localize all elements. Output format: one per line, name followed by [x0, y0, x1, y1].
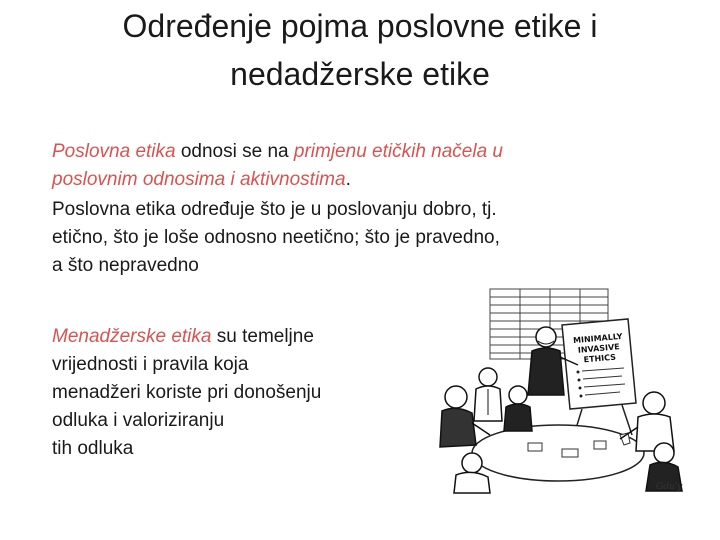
managerial-rest: su temeljne — [211, 326, 314, 347]
managerial-ethics-definition — [52, 323, 321, 463]
managerial-line-2: vrijednosti i pravila koja — [52, 354, 249, 375]
explanation-line-2: etično, što je loše odnosno neetično; što je pravedno, — [52, 227, 500, 248]
conference-table — [472, 425, 644, 481]
managerial-line-5: tih odluka — [52, 438, 134, 459]
board-line-1: MINIMALLY — [572, 331, 623, 346]
title-line-2: nedadžerske etike — [230, 56, 490, 92]
managerial-line-1 — [52, 323, 321, 351]
business-ethics-definition — [52, 138, 503, 194]
definition-line-1 — [52, 138, 503, 166]
meeting-cartoon — [432, 285, 692, 495]
meeting-cartoon-drawing — [432, 285, 692, 495]
definition-phrase-a: primjenu etičkih načela u — [293, 141, 504, 162]
cartoon-signature: Gdu'y — [656, 482, 683, 492]
definition-phrase-b: poslovnim odnosima i aktivnostima — [52, 169, 346, 190]
definition-connector: odnosi se na — [175, 141, 294, 162]
board-line-2: INVASIVE — [577, 342, 621, 355]
slide-title — [40, 2, 680, 98]
title-line-1: Određenje pojma poslovne etike i — [122, 8, 598, 44]
board-line-3: ETHICS — [583, 352, 617, 365]
definition-line-2 — [52, 166, 503, 194]
business-ethics-explanation — [52, 196, 500, 280]
explanation-line-1: Poslovna etika određuje što je u poslovanju dobro, tj. — [52, 199, 497, 220]
explanation-line-3: a što nepravedno — [52, 255, 199, 276]
term-managerial-ethics: Menadžerske etika — [52, 326, 212, 347]
managerial-line-4: odluka i valoriziranju — [52, 410, 225, 431]
easel-board — [562, 319, 636, 435]
managerial-line-3: menadžeri koriste pri donošenju — [52, 382, 322, 403]
definition-end: . — [345, 169, 351, 190]
term-business-ethics: Poslovna etika — [52, 141, 176, 162]
